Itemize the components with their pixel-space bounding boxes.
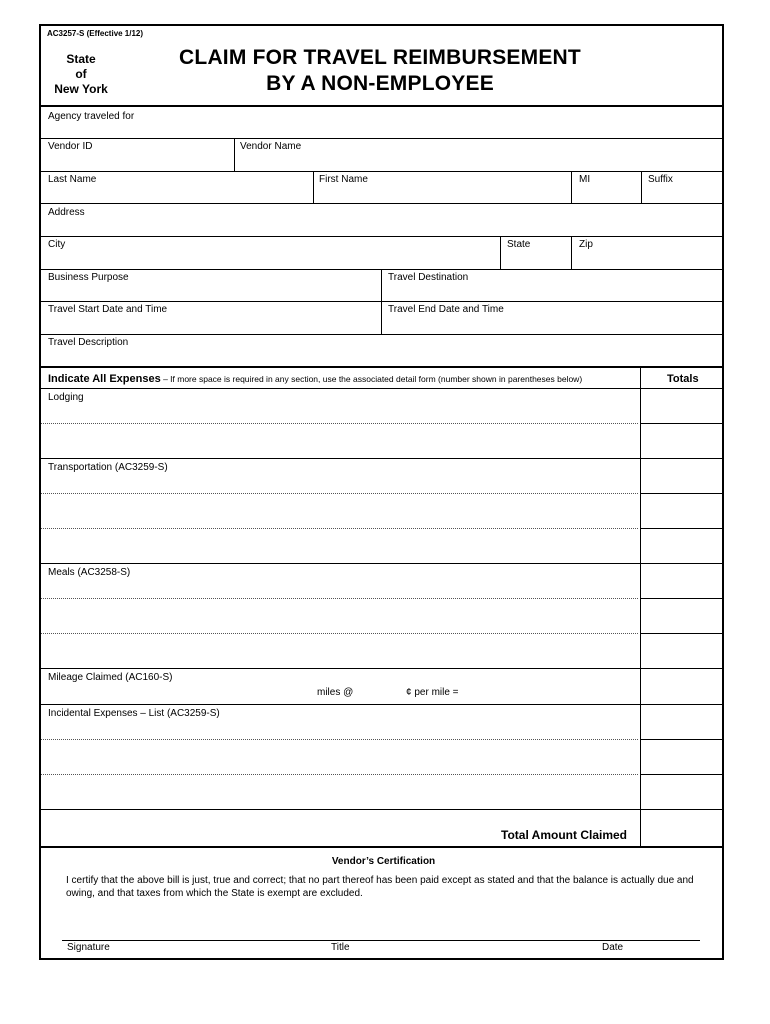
mi-field[interactable]: MI (579, 174, 591, 185)
state-field[interactable]: State (507, 239, 531, 250)
cents-per-mile-label: ¢ per mile = (406, 687, 459, 698)
meals-field[interactable]: Meals (AC3258-S) (48, 567, 131, 578)
vendor-certification-title: Vendor’s Certification (331, 856, 436, 867)
form-number: AC3257-S (Effective 1/12) (47, 29, 144, 38)
form-title (145, 45, 615, 97)
title-field[interactable]: Title (331, 942, 350, 953)
address-field[interactable]: Address (48, 207, 85, 218)
state-line-1: State (66, 52, 96, 66)
vendor-id-field[interactable]: Vendor ID (48, 141, 93, 152)
date-field[interactable]: Date (602, 942, 624, 953)
expenses-heading-bold: Indicate All Expenses (48, 373, 161, 385)
city-field[interactable]: City (48, 239, 66, 250)
business-purpose-field[interactable]: Business Purpose (48, 272, 129, 283)
state-line-3: New York (54, 82, 108, 96)
travel-destination-field[interactable]: Travel Destination (388, 272, 469, 283)
totals-header: Totals (667, 373, 699, 385)
certification-text: I certify that the above bill is just, true and correct; that no part thereof has been paid except as stated and that the balance is actually due and owing, and that taxes from which the State is exempt are excluded. (66, 875, 694, 899)
suffix-field[interactable]: Suffix (648, 174, 673, 185)
travel-description-field[interactable]: Travel Description (48, 337, 129, 348)
claim-form (39, 24, 724, 960)
signature-field[interactable]: Signature (67, 942, 110, 953)
agency-field[interactable]: Agency traveled for (48, 111, 135, 122)
title-line-2: BY A NON-EMPLOYEE (266, 72, 494, 95)
state-label (46, 52, 116, 97)
incidental-expenses-field[interactable]: Incidental Expenses – List (AC3259-S) (48, 708, 220, 719)
expenses-heading-note: – If more space is required in any section, use the associated detail form (number shown in parentheses below) (160, 374, 583, 384)
expenses-heading (48, 373, 582, 386)
vendor-name-field[interactable]: Vendor Name (240, 141, 302, 152)
travel-start-field[interactable]: Travel Start Date and Time (48, 304, 168, 315)
state-line-2: of (75, 67, 87, 81)
transportation-field[interactable]: Transportation (AC3259-S) (48, 462, 168, 473)
miles-at-label: miles @ (317, 687, 354, 698)
lodging-field[interactable]: Lodging (48, 392, 84, 403)
first-name-field[interactable]: First Name (319, 174, 368, 185)
travel-end-field[interactable]: Travel End Date and Time (388, 304, 504, 315)
zip-field[interactable]: Zip (579, 239, 593, 250)
total-amount-claimed-label: Total Amount Claimed (501, 828, 627, 842)
mileage-field[interactable]: Mileage Claimed (AC160-S) (48, 672, 173, 683)
last-name-field[interactable]: Last Name (48, 174, 97, 185)
title-line-1: CLAIM FOR TRAVEL REIMBURSEMENT (179, 46, 581, 69)
